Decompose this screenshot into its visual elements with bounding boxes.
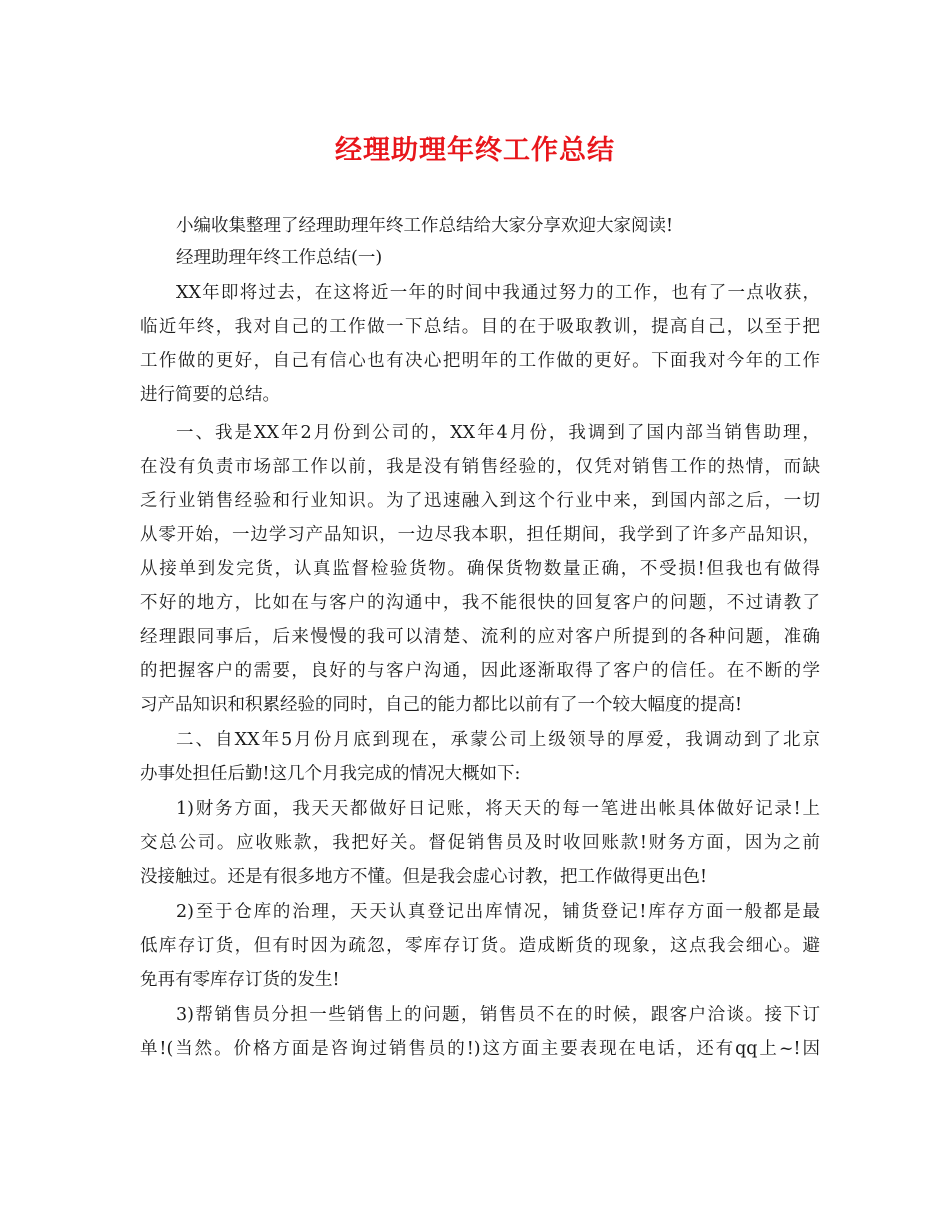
paragraph-line: 不好的地方，比如在与客户的沟通中，我不能很快的回复客户的问题，不过请教了 — [140, 593, 820, 613]
paragraph-line: 一、我是XX年2月份到公司的，XX年4月份，我调到了国内部当销售助理， — [176, 423, 820, 443]
document-title: 经理助理年终工作总结 — [335, 135, 615, 166]
paragraph-line: 进行简要的总结。 — [140, 385, 280, 405]
paragraph-line: XX年即将过去，在这将近一年的时间中我通过努力的工作，也有了一点收获， — [176, 283, 820, 303]
paragraph-line: 3)帮销售员分担一些销售上的问题，销售员不在的时候，跟客户洽谈。接下订 — [176, 1005, 820, 1025]
paragraph-line: 小编收集整理了经理助理年终工作总结给大家分享欢迎大家阅读! — [176, 216, 674, 236]
paragraph-line: 二、自XX年5月份月底到现在，承蒙公司上级领导的厚爱，我调动到了北京 — [176, 730, 820, 750]
paragraph-line: 习产品知识和积累经验的同时，自己的能力都比以前有了一个较大幅度的提高! — [140, 695, 743, 715]
paragraph-line: 单!(当然。价格方面是咨询过销售员的!)这方面主要表现在电话，还有qq上~!因 — [140, 1039, 820, 1059]
paragraph-line: 低库存订货，但有时因为疏忽，零库存订货。造成断货的现象，这点我会细心。避 — [140, 936, 820, 956]
paragraph-line: 工作做的更好，自己有信心也有决心把明年的工作做的更好。下面我对今年的工作 — [140, 351, 820, 371]
paragraph-line: 没接触过。还是有很多地方不懂。但是我会虚心讨教，把工作做得更出色! — [140, 867, 708, 887]
paragraph-line: 1)财务方面，我天天都做好日记账，将天天的每一笔进出帐具体做好记录!上 — [176, 799, 820, 819]
paragraph-line: 免再有零库存订货的发生! — [140, 970, 340, 990]
paragraph-line: 临近年终，我对自己的工作做一下总结。目的在于吸取教训，提高自己，以至于把 — [140, 317, 820, 337]
section-heading: 经理助理年终工作总结(一) — [176, 248, 383, 268]
paragraph-line: 在没有负责市场部工作以前，我是没有销售经验的，仅凭对销售工作的热情，而缺 — [140, 457, 820, 477]
paragraph-line: 经理跟同事后，后来慢慢的我可以清楚、流利的应对客户所提到的各种问题，准确 — [140, 627, 820, 647]
paragraph-line: 从零开始，一边学习产品知识，一边尽我本职，担任期间，我学到了许多产品知识， — [140, 525, 820, 545]
paragraph-line: 从接单到发完货，认真监督检验货物。确保货物数量正确，不受损!但我也有做得 — [140, 559, 820, 579]
paragraph-line: 2)至于仓库的治理，天天认真登记出库情况，铺货登记!库存方面一般都是最 — [176, 902, 820, 922]
paragraph-line: 的把握客户的需要，良好的与客户沟通，因此逐渐取得了客户的信任。在不断的学 — [140, 661, 820, 681]
paragraph-line: 办事处担任后勤!这几个月我完成的情况大概如下: — [140, 764, 521, 784]
paragraph-line: 乏行业销售经验和行业知识。为了迅速融入到这个行业中来，到国内部之后，一切 — [140, 491, 820, 511]
paragraph-line: 交总公司。应收账款，我把好关。督促销售员及时收回账款!财务方面，因为之前 — [140, 833, 820, 853]
